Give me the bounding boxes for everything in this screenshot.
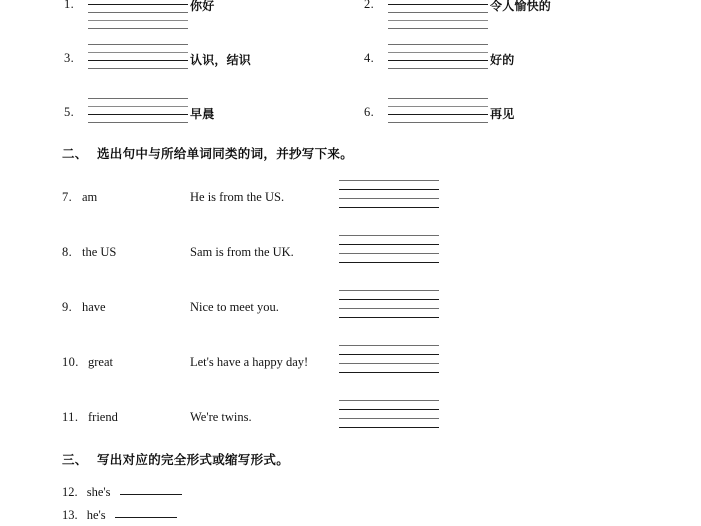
ruling-line xyxy=(88,20,188,21)
prompt-word: great xyxy=(88,355,113,369)
ruling-line xyxy=(339,317,439,318)
ruling-line xyxy=(388,4,488,5)
ruling-line xyxy=(339,198,439,199)
ruling-line xyxy=(339,308,439,309)
ruling-line xyxy=(339,363,439,364)
ruling-line xyxy=(88,28,188,29)
ruling-line xyxy=(88,114,188,115)
item-number: 2. xyxy=(364,0,375,11)
ruling-line xyxy=(388,122,488,123)
ruling-line xyxy=(388,106,488,107)
ruling-line xyxy=(339,345,439,346)
section-three-marker: 三、 xyxy=(62,452,88,467)
item-number: 3. xyxy=(64,51,75,65)
prompt-sentence: He is from the US. xyxy=(190,190,285,204)
ruling-line xyxy=(339,235,439,236)
ruling-line xyxy=(88,12,188,13)
ruling-line xyxy=(339,253,439,254)
ruling-line xyxy=(339,400,439,401)
section-two-marker: 二、 xyxy=(62,146,88,161)
prompt-word: friend xyxy=(88,410,118,424)
item-number: 10. xyxy=(62,355,79,369)
ruling-line xyxy=(388,12,488,13)
ruling-line xyxy=(388,20,488,21)
ruling-line xyxy=(88,106,188,107)
item-gloss: 早晨 xyxy=(190,107,215,121)
item-gloss: 好的 xyxy=(490,53,515,67)
item-number: 5. xyxy=(64,105,75,119)
section-two-heading: 选出句中与所给单词同类的词，并抄写下来。 xyxy=(97,146,354,161)
ruling-line xyxy=(388,114,488,115)
ruling-line xyxy=(339,299,439,300)
ruling-line xyxy=(339,372,439,373)
ruling-line xyxy=(388,60,488,61)
prompt-sentence: Sam is from the UK. xyxy=(190,245,294,259)
ruling-line xyxy=(388,68,488,69)
prompt-sentence: We're twins. xyxy=(190,410,252,424)
ruling-line xyxy=(339,290,439,291)
ruling-line xyxy=(339,262,439,263)
ruling-line xyxy=(88,68,188,69)
ruling-line xyxy=(388,98,488,99)
ruling-line xyxy=(339,180,439,181)
ruling-line xyxy=(88,44,188,45)
ruling-line xyxy=(88,98,188,99)
item-number: 11. xyxy=(62,410,79,424)
ruling-line xyxy=(339,244,439,245)
ruling-line xyxy=(88,52,188,53)
ruling-line xyxy=(339,427,439,428)
item-number: 1. xyxy=(64,0,75,11)
item-gloss: 令人愉快的 xyxy=(490,0,552,13)
ruling-line xyxy=(88,122,188,123)
answer-blank[interactable] xyxy=(115,506,177,518)
prompt-word: she's xyxy=(86,485,111,499)
prompt-word: the US xyxy=(82,245,117,259)
ruling-line xyxy=(339,189,439,190)
ruling-line xyxy=(339,418,439,419)
ruling-line xyxy=(388,52,488,53)
prompt-word: he's xyxy=(86,508,106,522)
ruling-line xyxy=(339,409,439,410)
prompt-sentence: Let's have a happy day! xyxy=(190,355,309,369)
prompt-word: have xyxy=(82,300,106,314)
list-item xyxy=(62,483,182,500)
section-three-heading: 写出对应的完全形式或缩写形式。 xyxy=(97,452,290,467)
prompt-sentence: Nice to meet you. xyxy=(190,300,279,314)
ruling-line xyxy=(339,207,439,208)
item-gloss: 认识，结识 xyxy=(190,53,252,67)
item-gloss: 再见 xyxy=(490,107,515,121)
item-number: 6. xyxy=(364,105,375,119)
list-item xyxy=(62,506,177,523)
ruling-line xyxy=(388,28,488,29)
item-number: 7. xyxy=(62,190,73,204)
item-number: 4. xyxy=(364,51,375,65)
item-gloss: 你好 xyxy=(190,0,215,13)
item-number: 8. xyxy=(62,245,73,259)
item-number: 12. xyxy=(62,485,78,499)
item-number: 13. xyxy=(62,508,78,522)
prompt-word: am xyxy=(82,190,98,204)
ruling-line xyxy=(388,44,488,45)
ruling-line xyxy=(88,60,188,61)
ruling-line xyxy=(339,354,439,355)
answer-blank[interactable] xyxy=(120,483,182,495)
item-number: 9. xyxy=(62,300,73,314)
ruling-line xyxy=(88,4,188,5)
